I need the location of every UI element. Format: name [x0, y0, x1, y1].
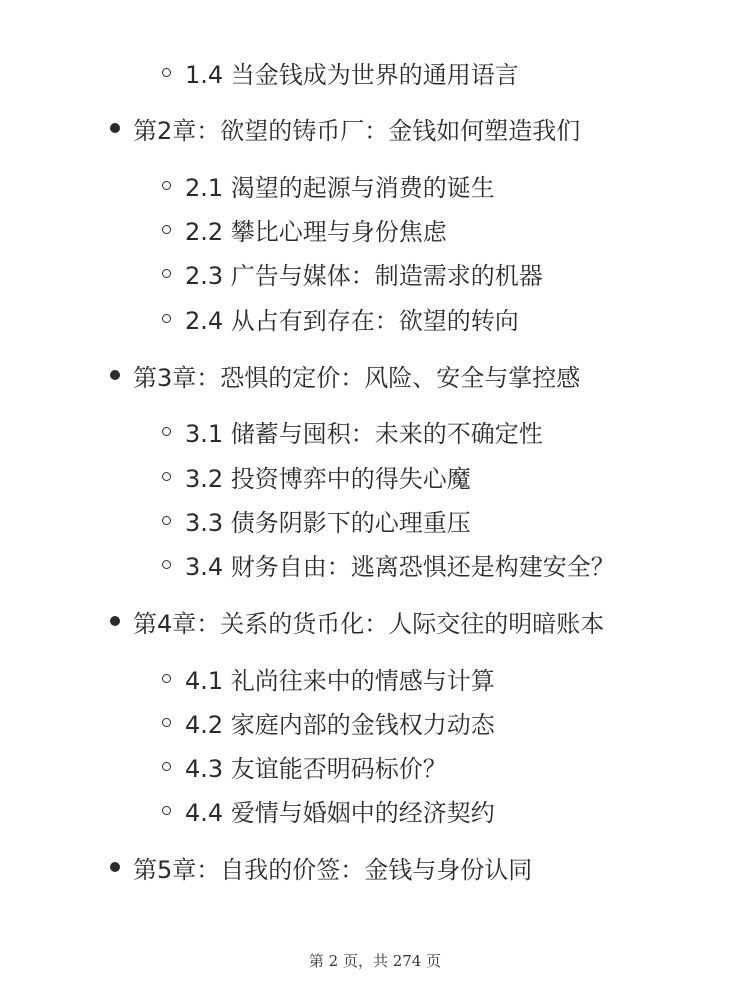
circle-bullet-icon — [162, 225, 171, 234]
toc-section-title: 4.3 友谊能否明码标价？ — [185, 754, 447, 783]
circle-bullet-icon — [162, 314, 171, 323]
circle-bullet-icon — [162, 68, 171, 77]
toc-section-title: 2.4 从占有到存在：欲望的转向 — [185, 306, 519, 335]
circle-bullet-icon — [162, 181, 171, 190]
circle-bullet-icon — [162, 718, 171, 727]
toc-chapter-title: 第2章：欲望的铸币厂：金钱如何塑造我们 — [133, 116, 581, 145]
toc-section-4-4[interactable] — [162, 790, 495, 830]
toc-chapter-4[interactable] — [110, 601, 604, 641]
toc-chapter-5[interactable] — [110, 847, 532, 887]
toc-section-title: 3.4 财务自由：逃离恐惧还是构建安全？ — [185, 552, 615, 581]
toc-chapter-2[interactable] — [110, 108, 580, 148]
toc-chapter-3[interactable] — [110, 355, 580, 395]
circle-bullet-icon — [162, 427, 171, 436]
circle-bullet-icon — [162, 762, 171, 771]
toc-chapter-title: 第3章：恐惧的定价：风险、安全与掌控感 — [133, 363, 581, 392]
toc-section-title: 1.4 当金钱成为世界的通用语言 — [185, 60, 519, 89]
toc-section-title: 3.3 债务阴影下的心理重压 — [185, 508, 471, 537]
toc-section-title: 2.3 广告与媒体：制造需求的机器 — [185, 261, 543, 290]
toc-section-title: 3.1 储蓄与囤积：未来的不确定性 — [185, 419, 543, 448]
bullet-icon — [110, 862, 120, 872]
toc-section-3-4[interactable] — [162, 544, 615, 584]
toc-section-3-2[interactable] — [162, 456, 471, 496]
circle-bullet-icon — [162, 269, 171, 278]
toc-section-4-3[interactable] — [162, 746, 447, 786]
circle-bullet-icon — [162, 674, 171, 683]
toc-chapter-title: 第4章：关系的货币化：人际交往的明暗账本 — [133, 609, 605, 638]
circle-bullet-icon — [162, 516, 171, 525]
bullet-icon — [110, 370, 120, 380]
toc-section-title: 4.1 礼尚往来中的情感与计算 — [185, 666, 495, 695]
toc-section-1-4[interactable] — [162, 52, 519, 92]
toc-section-4-1[interactable] — [162, 658, 495, 698]
toc-section-2-4[interactable] — [162, 298, 519, 338]
bullet-icon — [110, 616, 120, 626]
toc-section-title: 2.1 渴望的起源与消费的诞生 — [185, 173, 495, 202]
circle-bullet-icon — [162, 806, 171, 815]
toc-section-4-2[interactable] — [162, 702, 495, 742]
toc-section-3-1[interactable] — [162, 411, 543, 451]
toc-section-title: 4.2 家庭内部的金钱权力动态 — [185, 710, 495, 739]
toc-chapter-title: 第5章：自我的价签：金钱与身份认同 — [133, 855, 533, 884]
circle-bullet-icon — [162, 472, 171, 481]
toc-section-title: 2.2 攀比心理与身份焦虑 — [185, 217, 447, 246]
toc-section-3-3[interactable] — [162, 500, 471, 540]
circle-bullet-icon — [162, 560, 171, 569]
toc-section-title: 3.2 投资博弈中的得失心魔 — [185, 464, 471, 493]
page-number-footer: 第 2 页，共 274 页 — [308, 952, 442, 970]
toc-section-2-1[interactable] — [162, 165, 495, 205]
toc-section-2-3[interactable] — [162, 253, 543, 293]
toc-section-2-2[interactable] — [162, 209, 447, 249]
bullet-icon — [110, 123, 120, 133]
toc-section-title: 4.4 爱情与婚姻中的经济契约 — [185, 798, 495, 827]
